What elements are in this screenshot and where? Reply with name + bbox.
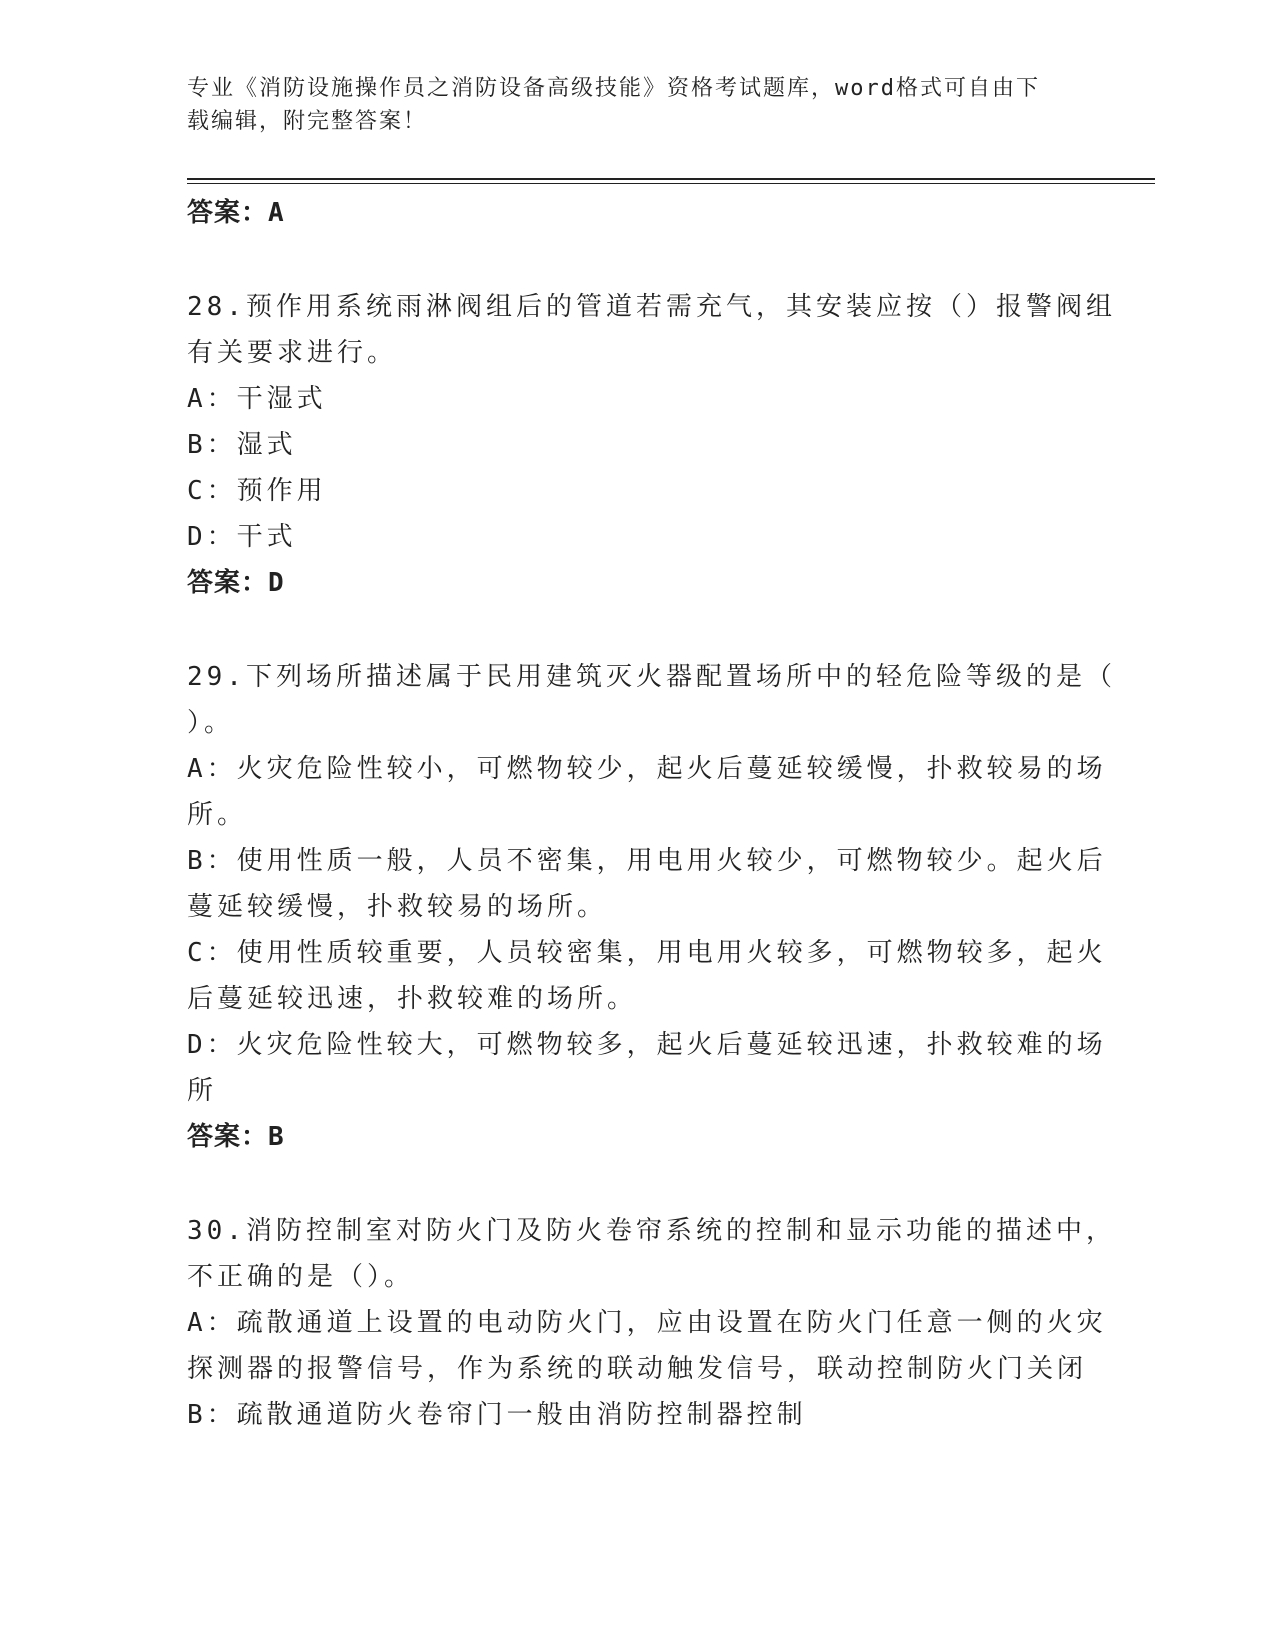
- question-stem-line: 不正确的是（）。: [187, 1262, 415, 1292]
- question-28: [187, 284, 1116, 606]
- header-rule-thick: [187, 178, 1155, 180]
- document-header: [187, 72, 1067, 138]
- header-rule-thin: [187, 183, 1155, 184]
- option-d-line-2: 所: [187, 1076, 218, 1106]
- option-c-line-2: 后蔓延较迅速，扑救较难的场所。: [187, 984, 638, 1014]
- option-d-line-1: D：火灾危险性较大，可燃物较多，起火后蔓延较迅速，扑救较难的场: [187, 1030, 1107, 1060]
- header-line-2: 载编辑，附完整答案！: [187, 109, 428, 134]
- option-a: A：干湿式: [187, 384, 327, 414]
- previous-answer: 答案：A: [187, 198, 285, 228]
- spacer: [187, 1160, 1087, 1208]
- option-a-line-2: 所。: [187, 800, 248, 830]
- spacer: [187, 236, 1087, 284]
- answer-line: 答案：D: [187, 568, 285, 598]
- option-a-line-1: A：火灾危险性较小，可燃物较少，起火后蔓延较缓慢，扑救较易的场: [187, 754, 1107, 784]
- question-stem-line: 30.消防控制室对防火门及防火卷帘系统的控制和显示功能的描述中，: [187, 1216, 1116, 1246]
- option-b-line-1: B：疏散通道防火卷帘门一般由消防控制器控制: [187, 1400, 807, 1430]
- question-30: [187, 1208, 1116, 1438]
- answer-line: 答案：B: [187, 1122, 285, 1152]
- option-d: D：干式: [187, 522, 297, 552]
- question-stem-line: 29.下列场所描述属于民用建筑灭火器配置场所中的轻危险等级的是（: [187, 662, 1116, 692]
- spacer: [187, 606, 1087, 654]
- question-content: [187, 190, 1116, 1438]
- question-stem-line: ）。: [187, 708, 235, 738]
- option-b-line-2: 蔓延较缓慢，扑救较易的场所。: [187, 892, 608, 922]
- question-stem-line: 28.预作用系统雨淋阀组后的管道若需充气，其安装应按（）报警阀组: [187, 292, 1116, 322]
- question-stem-line: 有关要求进行。: [187, 338, 398, 368]
- question-29: [187, 654, 1116, 1160]
- option-b: B：湿式: [187, 430, 297, 460]
- option-a-line-2: 探测器的报警信号，作为系统的联动触发信号，联动控制防火门关闭: [187, 1354, 1088, 1384]
- option-a-line-1: A：疏散通道上设置的电动防火门，应由设置在防火门任意一侧的火灾: [187, 1308, 1107, 1338]
- header-line-1: 专业《消防设施操作员之消防设备高级技能》资格考试题库，word格式可自由下: [187, 76, 1040, 101]
- option-b-line-1: B：使用性质一般，人员不密集，用电用火较少，可燃物较少。起火后: [187, 846, 1107, 876]
- option-c: C：预作用: [187, 476, 327, 506]
- option-c-line-1: C：使用性质较重要，人员较密集，用电用火较多，可燃物较多，起火: [187, 938, 1107, 968]
